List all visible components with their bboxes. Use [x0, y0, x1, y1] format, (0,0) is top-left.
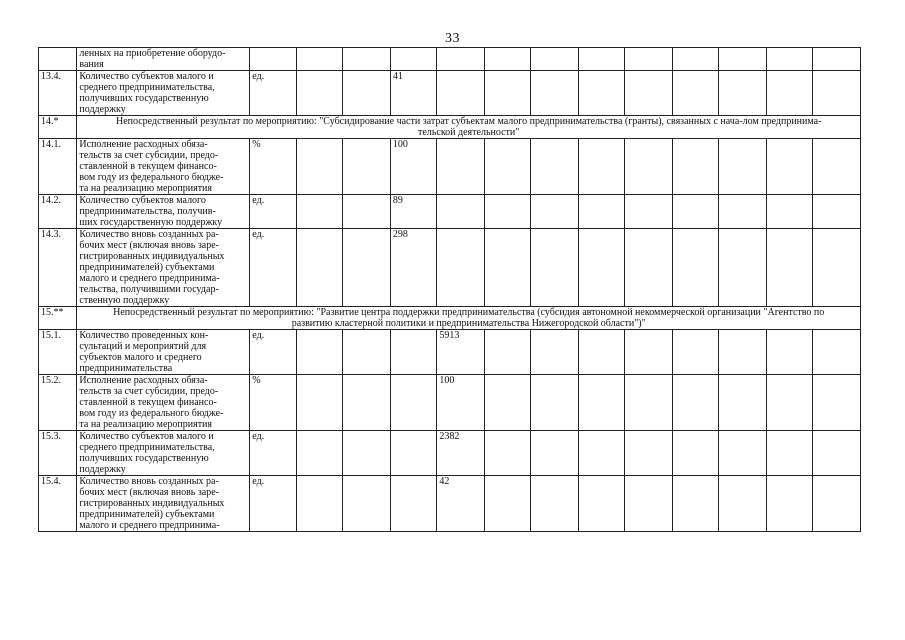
- empty-cell: [531, 229, 579, 307]
- indicator-name: Исполнение расходных обяза- тельств за счет субсидии, предо- ставленной в текущем финансо- вом году из федерального бюдже- та на реализацию мероприятия: [77, 375, 250, 431]
- value-cell: 5913: [437, 330, 485, 375]
- empty-cell: [343, 375, 391, 431]
- indicator-name: Количество субъектов малого и среднего предпринимательства, получивших государственную поддержку: [77, 71, 250, 116]
- row-number: 15.3.: [39, 431, 77, 476]
- empty-cell: [813, 71, 861, 116]
- indicator-name: Исполнение расходных обяза- тельств за счет субсидии, предо- ставленной в текущем финансо- вом году из федерального бюдже- та на реализацию мероприятия: [77, 139, 250, 195]
- empty-cell: [719, 195, 767, 229]
- section-title: Непосредственный результат по мероприятию: "Субсидирование части затрат субъектам малого предпринимательства (гранты), связанных с нача-лом предпринима- тельской деятельности": [77, 116, 861, 139]
- row-number: 14.1.: [39, 139, 77, 195]
- empty-cell: [672, 139, 719, 195]
- empty-cell: [766, 229, 813, 307]
- empty-cell: [672, 330, 719, 375]
- empty-cell: [390, 330, 437, 375]
- row-number: 14.3.: [39, 229, 77, 307]
- empty-cell: [296, 71, 343, 116]
- empty-cell: [437, 71, 485, 116]
- empty-cell: [484, 71, 531, 116]
- empty-cell: [296, 431, 343, 476]
- empty-cell: [813, 330, 861, 375]
- empty-cell: [437, 229, 485, 307]
- empty-cell: [578, 375, 625, 431]
- empty-cell: [625, 431, 673, 476]
- empty-cell: [484, 139, 531, 195]
- indicator-name: ленных на приобретение оборудо- вания: [77, 48, 250, 71]
- empty-cell: [296, 330, 343, 375]
- empty-cell: [484, 229, 531, 307]
- page-number: 33: [445, 31, 460, 46]
- empty-cell: [296, 229, 343, 307]
- empty-cell: [813, 139, 861, 195]
- section-header-row: [39, 116, 861, 139]
- empty-cell: [813, 195, 861, 229]
- empty-cell: [578, 431, 625, 476]
- table-row: [39, 139, 861, 195]
- table-row: [39, 330, 861, 375]
- empty-cell: [343, 195, 391, 229]
- empty-cell: [390, 48, 437, 71]
- unit-cell: ед.: [250, 195, 297, 229]
- empty-cell: [672, 375, 719, 431]
- empty-cell: [437, 48, 485, 71]
- row-number: 14.*: [39, 116, 77, 139]
- empty-cell: [484, 375, 531, 431]
- empty-cell: [719, 139, 767, 195]
- empty-cell: [672, 48, 719, 71]
- unit-cell: ед.: [250, 330, 297, 375]
- value-cell: 100: [437, 375, 485, 431]
- empty-cell: [390, 375, 437, 431]
- empty-cell: [813, 48, 861, 71]
- unit-cell: ед.: [250, 229, 297, 307]
- unit-cell: ед.: [250, 431, 297, 476]
- empty-cell: [719, 48, 767, 71]
- empty-cell: [531, 330, 579, 375]
- empty-cell: [578, 330, 625, 375]
- empty-cell: [766, 330, 813, 375]
- empty-cell: [296, 195, 343, 229]
- unit-cell: %: [250, 139, 297, 195]
- empty-cell: [672, 431, 719, 476]
- empty-cell: [625, 375, 673, 431]
- empty-cell: [672, 195, 719, 229]
- empty-cell: [484, 330, 531, 375]
- empty-cell: [531, 139, 579, 195]
- unit-cell: ед.: [250, 476, 297, 532]
- empty-cell: [672, 476, 719, 532]
- empty-cell: [578, 48, 625, 71]
- table-row: [39, 48, 861, 71]
- value-cell: 89: [390, 195, 437, 229]
- empty-cell: [578, 476, 625, 532]
- empty-cell: [625, 330, 673, 375]
- empty-cell: [531, 195, 579, 229]
- table-row: [39, 431, 861, 476]
- empty-cell: [578, 229, 625, 307]
- empty-cell: [531, 375, 579, 431]
- indicators-table: [38, 47, 861, 532]
- unit-cell: ед.: [250, 71, 297, 116]
- empty-cell: [719, 431, 767, 476]
- empty-cell: [719, 375, 767, 431]
- unit-cell: [250, 48, 297, 71]
- empty-cell: [672, 71, 719, 116]
- table-body: [39, 48, 861, 532]
- empty-cell: [719, 71, 767, 116]
- empty-cell: [531, 431, 579, 476]
- table-row: [39, 229, 861, 307]
- value-cell: 41: [390, 71, 437, 116]
- empty-cell: [343, 330, 391, 375]
- empty-cell: [531, 476, 579, 532]
- empty-cell: [296, 48, 343, 71]
- empty-cell: [343, 229, 391, 307]
- empty-cell: [813, 229, 861, 307]
- empty-cell: [484, 431, 531, 476]
- empty-cell: [766, 48, 813, 71]
- empty-cell: [813, 476, 861, 532]
- section-title: Непосредственный результат по мероприятию: "Развитие центра поддержки предпринимательства (субсидия автономной некоммерческой организации "Агентство по развитию кластерной политики и предпринимательства Нижегородской области")": [77, 307, 861, 330]
- empty-cell: [578, 71, 625, 116]
- empty-cell: [296, 139, 343, 195]
- table-row: [39, 195, 861, 229]
- empty-cell: [766, 139, 813, 195]
- table-row: [39, 375, 861, 431]
- indicator-name: Количество вновь созданных ра- бочих мест (включая вновь заре- гистрированных индивидуальных предпринимателей) субъектами малого и среднего предпринима-: [77, 476, 250, 532]
- empty-cell: [484, 195, 531, 229]
- section-header-row: [39, 307, 861, 330]
- row-number: 15.1.: [39, 330, 77, 375]
- empty-cell: [343, 431, 391, 476]
- table-row: [39, 71, 861, 116]
- row-number: 13.4.: [39, 71, 77, 116]
- empty-cell: [625, 195, 673, 229]
- empty-cell: [437, 139, 485, 195]
- empty-cell: [343, 71, 391, 116]
- value-cell: 2382: [437, 431, 485, 476]
- value-cell: 100: [390, 139, 437, 195]
- row-number: 15.4.: [39, 476, 77, 532]
- indicator-name: Количество субъектов малого и среднего предпринимательства, получивших государственную поддержку: [77, 431, 250, 476]
- empty-cell: [766, 476, 813, 532]
- empty-cell: [625, 48, 673, 71]
- empty-cell: [578, 139, 625, 195]
- empty-cell: [531, 71, 579, 116]
- row-number: 14.2.: [39, 195, 77, 229]
- empty-cell: [390, 431, 437, 476]
- empty-cell: [719, 330, 767, 375]
- indicator-name: Количество проведенных кон- сультаций и мероприятий для субъектов малого и среднего предпринимательства: [77, 330, 250, 375]
- empty-cell: [531, 48, 579, 71]
- empty-cell: [766, 71, 813, 116]
- empty-cell: [672, 229, 719, 307]
- empty-cell: [813, 375, 861, 431]
- empty-cell: [766, 195, 813, 229]
- empty-cell: [484, 476, 531, 532]
- empty-cell: [296, 375, 343, 431]
- table-row: [39, 476, 861, 532]
- indicator-name: Количество субъектов малого предпринимательства, получив- ших государственную поддержку: [77, 195, 250, 229]
- empty-cell: [296, 476, 343, 532]
- empty-cell: [719, 229, 767, 307]
- empty-cell: [390, 476, 437, 532]
- empty-cell: [813, 431, 861, 476]
- empty-cell: [578, 195, 625, 229]
- value-cell: 42: [437, 476, 485, 532]
- empty-cell: [625, 139, 673, 195]
- empty-cell: [766, 431, 813, 476]
- value-cell: 298: [390, 229, 437, 307]
- empty-cell: [766, 375, 813, 431]
- indicator-name: Количество вновь созданных ра- бочих мест (включая вновь заре- гистрированных индивидуальных предпринимателей) субъектами малого и среднего предпринима- тельства, получившими государ- ственную поддержку: [77, 229, 250, 307]
- empty-cell: [625, 71, 673, 116]
- empty-cell: [343, 48, 391, 71]
- empty-cell: [625, 476, 673, 532]
- row-number: 15.2.: [39, 375, 77, 431]
- empty-cell: [625, 229, 673, 307]
- empty-cell: [343, 139, 391, 195]
- empty-cell: [343, 476, 391, 532]
- empty-cell: [719, 476, 767, 532]
- row-number: 15.**: [39, 307, 77, 330]
- empty-cell: [484, 48, 531, 71]
- row-number: [39, 48, 77, 71]
- empty-cell: [437, 195, 485, 229]
- unit-cell: %: [250, 375, 297, 431]
